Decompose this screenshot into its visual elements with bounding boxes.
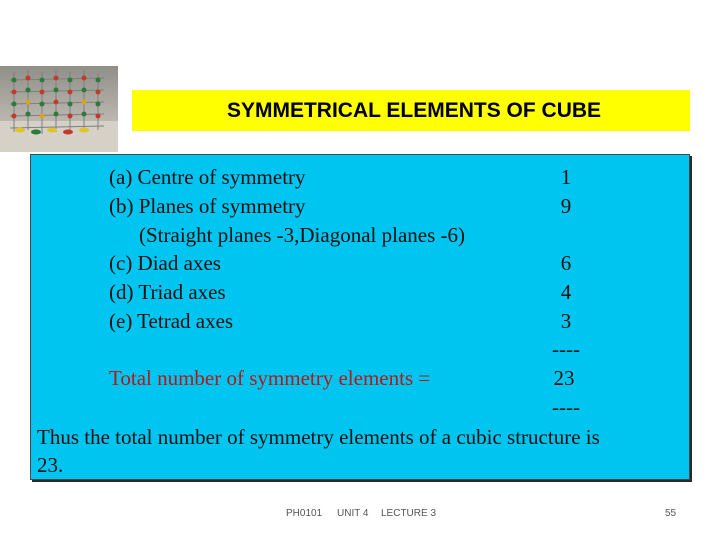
separator-bottom: ---- — [552, 395, 580, 419]
row-value-triad: 4 — [560, 280, 572, 304]
slide-title: SYMMETRICAL ELEMENTS OF CUBE — [226, 98, 602, 122]
content-panel — [30, 154, 690, 480]
conclusion-line-1: Thus the total number of symmetry elements of a cubic structure is — [37, 425, 600, 449]
row-label-diad: (c) Diad axes — [109, 251, 221, 275]
crystal-lattice-model-photo — [0, 66, 118, 152]
total-value: 23 — [553, 366, 575, 390]
row-value-centre: 1 — [560, 165, 572, 189]
separator-top: ---- — [552, 337, 580, 361]
row-value-planes: 9 — [560, 194, 572, 218]
title-banner — [132, 90, 690, 131]
footer-course: PH0101 — [286, 508, 323, 519]
row-label-triad: (d) Triad axes — [109, 280, 226, 304]
row-label-planes-detail: (Straight planes -3,Diagonal planes -6) — [139, 223, 465, 247]
footer-lecture: LECTURE 3 — [381, 508, 437, 519]
conclusion-line-2: 23. — [37, 453, 64, 477]
row-label-tetrad: (e) Tetrad axes — [109, 309, 234, 333]
row-label-centre: (a) Centre of symmetry — [109, 165, 306, 189]
row-value-tetrad: 3 — [560, 309, 572, 333]
page-number: 55 — [665, 508, 677, 519]
footer-unit: UNIT 4 — [337, 508, 369, 519]
total-label: Total number of symmetry elements = — [109, 366, 431, 390]
row-label-planes: (b) Planes of symmetry — [109, 194, 306, 218]
row-value-diad: 6 — [560, 251, 572, 275]
